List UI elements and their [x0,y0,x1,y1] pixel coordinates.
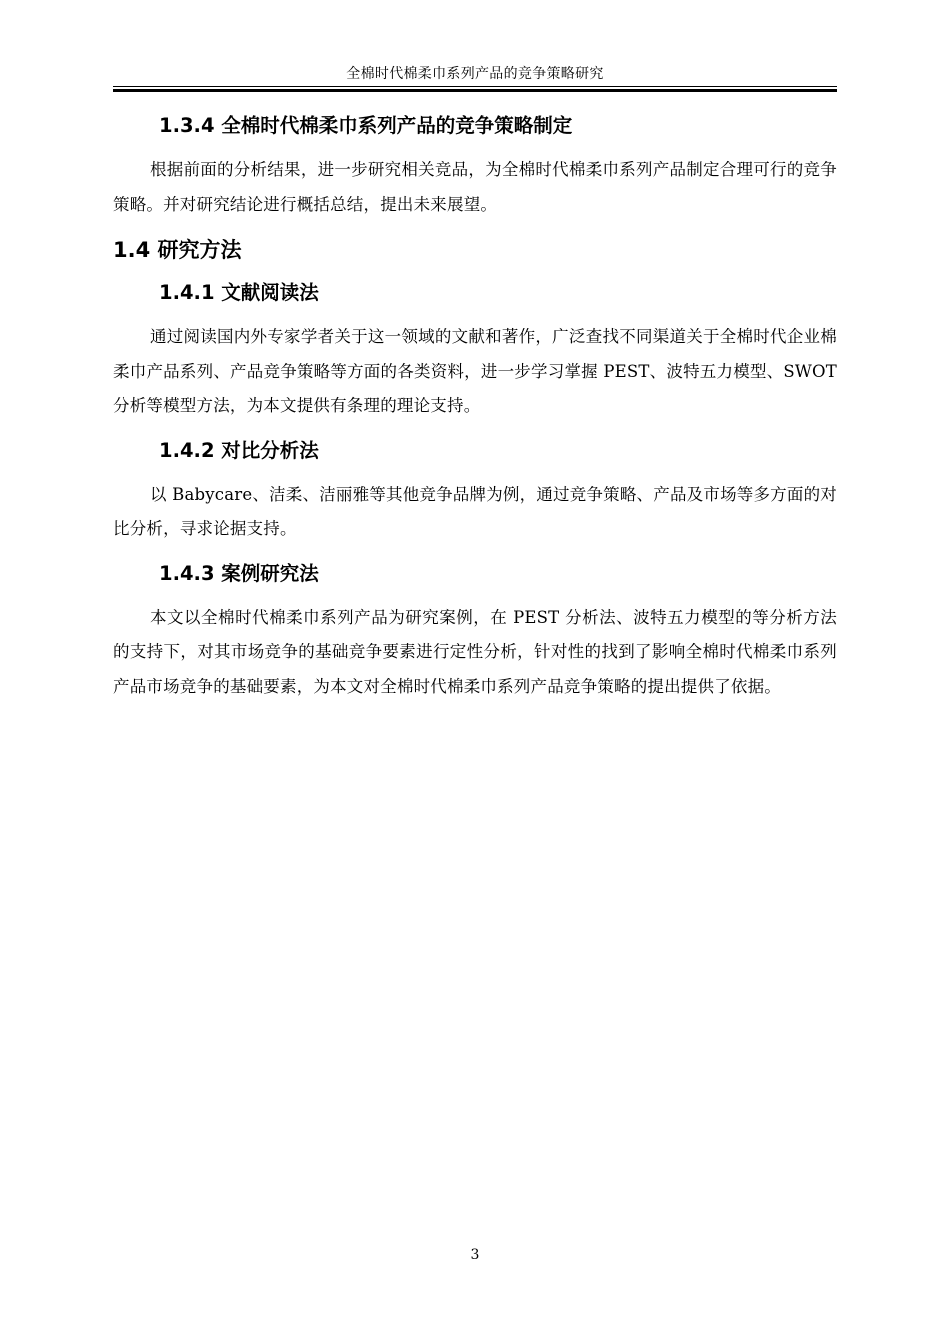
page-number: 3 [470,1247,480,1263]
paragraph-1-3-4: 根据前面的分析结果，进一步研究相关竞品，为全棉时代棉柔巾系列产品制定合理可行的竞争策略。并对研究结论进行概括总结，提出未来展望。 [113,160,837,214]
heading-1-4-3: 1.4.3 案例研究法 [159,561,319,585]
header-rule-thin [113,86,837,87]
heading-1-4: 1.4 研究方法 [113,238,242,262]
header-rule-thick [113,89,837,92]
heading-1-3-4: 1.3.4 全棉时代棉柔巾系列产品的竞争策略制定 [159,114,573,137]
page-body [113,112,837,717]
paragraph-1-4-3: 本文以全棉时代棉柔巾系列产品为研究案例，在 PEST 分析法、波特五力模型的等分析方法的支持下，对其市场竞争的基础竞争要素进行定性分析，针对性的找到了影响全棉时代棉柔巾系列产品市场竞争的基础要素，为本文对全棉时代棉柔巾系列产品竞争策略的提出提供了依据。 [113,607,837,696]
heading-1-4-1: 1.4.1 文献阅读法 [159,281,319,304]
paragraph-1-4-2: 以 Babycare、洁柔、洁丽雅等其他竞争品牌为例，通过竞争策略、产品及市场等多方面的对比分析，寻求论据支持。 [113,484,837,538]
running-header: 全棉时代棉柔巾系列产品的竞争策略研究 [346,66,604,82]
paragraph-1-4-1: 通过阅读国内外专家学者关于这一领域的文献和著作，广泛查找不同渠道关于全棉时代企业棉柔巾产品系列、产品竞争策略等方面的各类资料，进一步学习掌握 PEST、波特五力模型、SWOT 分析等模型方法，为本文提供有条理的理论支持。 [113,327,837,415]
heading-1-4-2: 1.4.2 对比分析法 [159,438,319,462]
